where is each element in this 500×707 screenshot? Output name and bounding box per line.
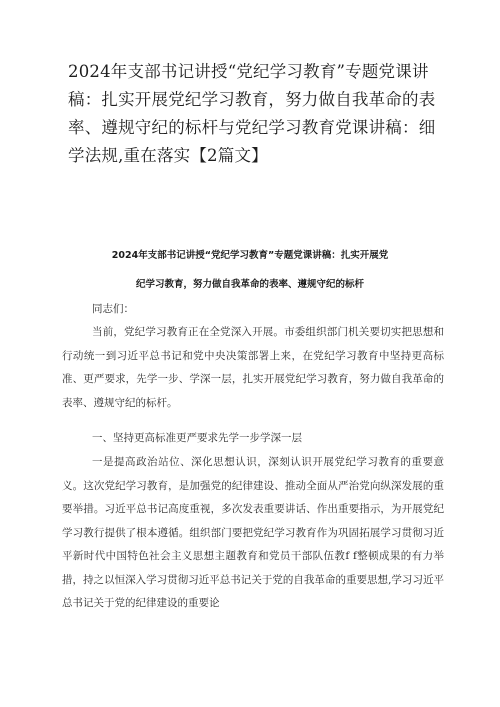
body-header-line-2: 纪学习教育，努力做自我革命的表率、遵规守纪的标杆 xyxy=(135,279,364,290)
document-title: 2024年支部书记讲授“党纪学习教育”专题党课讲稿：扎实开展党纪学习教育，努力做自我革命的表率、遵规守纪的标杆与党纪学习教育党课讲稿：细学法规,重在落实【2篇文】 xyxy=(68,62,436,165)
salutation: 同志们： xyxy=(92,303,134,315)
body-header-line-1: 2024年支部书记讲授“党纪学习教育”专题党课讲稿：扎实开展党 xyxy=(111,250,389,261)
paragraph-1: 当前，党纪学习教育正在全党深入开展。市委组织部门机关要切实把思想和行动统一到习近平总书记和党中央决策部署上来，在党纪学习教育中坚持更高标准、更严要求，先学一步、学深一层，扎实开展党纪学习教育，努力做自我革命的表率、遵规守纪的标杆。 xyxy=(62,326,444,409)
paragraph-2: 一是提高政治站位、深化思想认识，深刻认识开展党纪学习教育的重要意义。这次党纪学习教育，是加强党的纪律建设、推动全面从严治党向纵深发展的重要举措。习近平总书记高度重视，多次发表重要讲话、作出重要指示，为开展党纪学习教行提供了根本遵循。组织部门要把党纪学习教育作为巩固拓展学习贯彻习近平新时代中国特色社会主义思想主题教育和党员干部队伍教f f整顿成果的有力举措，持之以恒深入学习贯彻习近平总书记关于党的自我革命的重要思想,学习习近平总书记关于党的纪律建设的重要论 xyxy=(62,456,444,609)
section-heading-1: 一、坚持更高标准更严要求先学一步学深一层 xyxy=(92,432,302,444)
